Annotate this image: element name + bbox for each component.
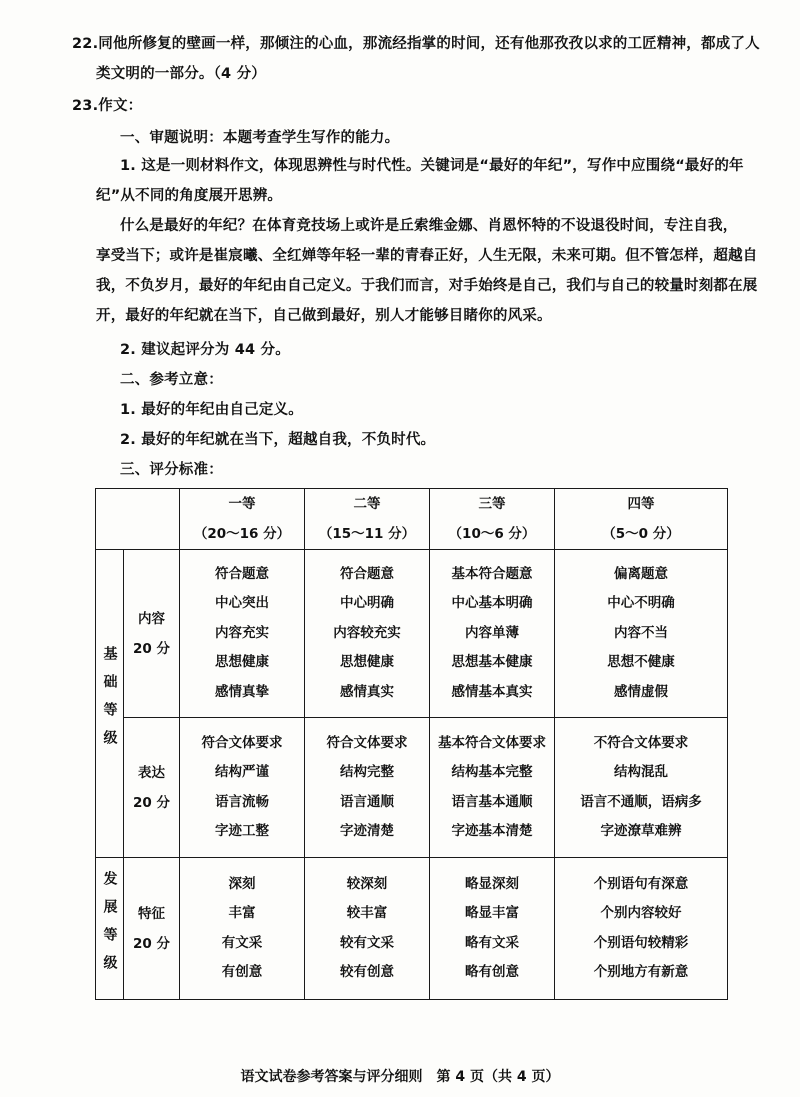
section-1-point-1-line-2: 纪”从不同的角度展开思辨。 [96,188,283,204]
grade-1-header: 一等 （20～16 分） [180,489,305,550]
grade-3-header: 三等 （10～6 分） [430,489,555,550]
q23-title: 23.作文： [72,98,143,114]
content-grade-3: 基本符合题意 中心基本明确 内容单薄 思想基本健康 感情基本真实 [430,550,555,718]
page-footer: 语文试卷参考答案与评分细则 第 4 页（共 4 页） [240,1069,560,1085]
grade-2-header: 二等 （15～11 分） [305,489,430,550]
expression-category: 表达 20 分 [124,718,180,858]
expression-grade-3: 基本符合文体要求 结构基本完整 语言基本通顺 字迹基本清楚 [430,718,555,858]
feature-grade-1: 深刻 丰富 有文采 有创意 [180,858,305,1000]
section-2-point-1: 1. 最好的年纪由自己定义。 [120,402,303,418]
feature-grade-2: 较深刻 较丰富 较有文采 较有创意 [305,858,430,1000]
section-2-point-2: 2. 最好的年纪就在当下，超越自我，不负时代。 [120,432,436,448]
para-line-4: 开，最好的年纪就在当下，自己做到最好，别人才能够目睹你的风采。 [96,308,552,324]
para-line-3: 我，不负岁月，最好的年纪由自己定义。于我们而言，对手始终是自己，我们与自己的较量时刻都在展 [96,278,758,294]
table-corner [96,489,180,550]
feature-grade-4: 个别语句有深意 个别内容较好 个别语句较精彩 个别地方有新意 [555,858,728,1000]
para-line-1: 什么是最好的年纪？在体育竞技场上或许是丘索维金娜、肖恩怀特的不设退役时间，专注自我， [120,218,738,234]
content-category: 内容 20 分 [124,550,180,718]
expression-grade-1: 符合文体要求 结构严谨 语言流畅 字迹工整 [180,718,305,858]
expression-grade-4: 不符合文体要求 结构混乱 语言不通顺，语病多 字迹潦草难辨 [555,718,728,858]
feature-category: 特征 20 分 [124,858,180,1000]
content-grade-4: 偏离题意 中心不明确 内容不当 思想不健康 感情虚假 [555,550,728,718]
q22-line-2: 类文明的一部分。（4 分） [96,66,266,82]
section-1-point-1-line-1: 1. 这是一则材料作文，体现思辨性与时代性。关键词是“最好的年纪”，写作中应围绕“最好的年 [120,158,744,174]
para-line-2: 享受当下；或许是崔宸曦、全红婵等年轻一辈的青春正好，人生无限，未来可期。但不管怎样，超越自 [96,248,758,264]
expression-grade-2: 符合文体要求 结构完整 语言通顺 字迹清楚 [305,718,430,858]
content-grade-2: 符合题意 中心明确 内容较充实 思想健康 感情真实 [305,550,430,718]
grade-4-header: 四等 （5～0 分） [555,489,728,550]
basic-level-label: 基础等级 [96,550,124,858]
section-1-heading: 一、审题说明：本题考查学生写作的能力。 [120,130,400,146]
section-1-point-2: 2. 建议起评分为 44 分。 [120,342,290,358]
development-level-label: 发展等级 [96,858,124,1000]
q22-line-1: 22.同他所修复的壁画一样，那倾注的心血，那流经指掌的时间，还有他那孜孜以求的工匠精神，都成了人 [72,36,760,52]
scoring-rubric-table [95,488,728,1000]
content-grade-1: 符合题意 中心突出 内容充实 思想健康 感情真挚 [180,550,305,718]
section-2-heading: 二、参考立意： [120,372,223,388]
feature-grade-3: 略显深刻 略显丰富 略有文采 略有创意 [430,858,555,1000]
section-3-heading: 三、评分标准： [120,462,223,478]
